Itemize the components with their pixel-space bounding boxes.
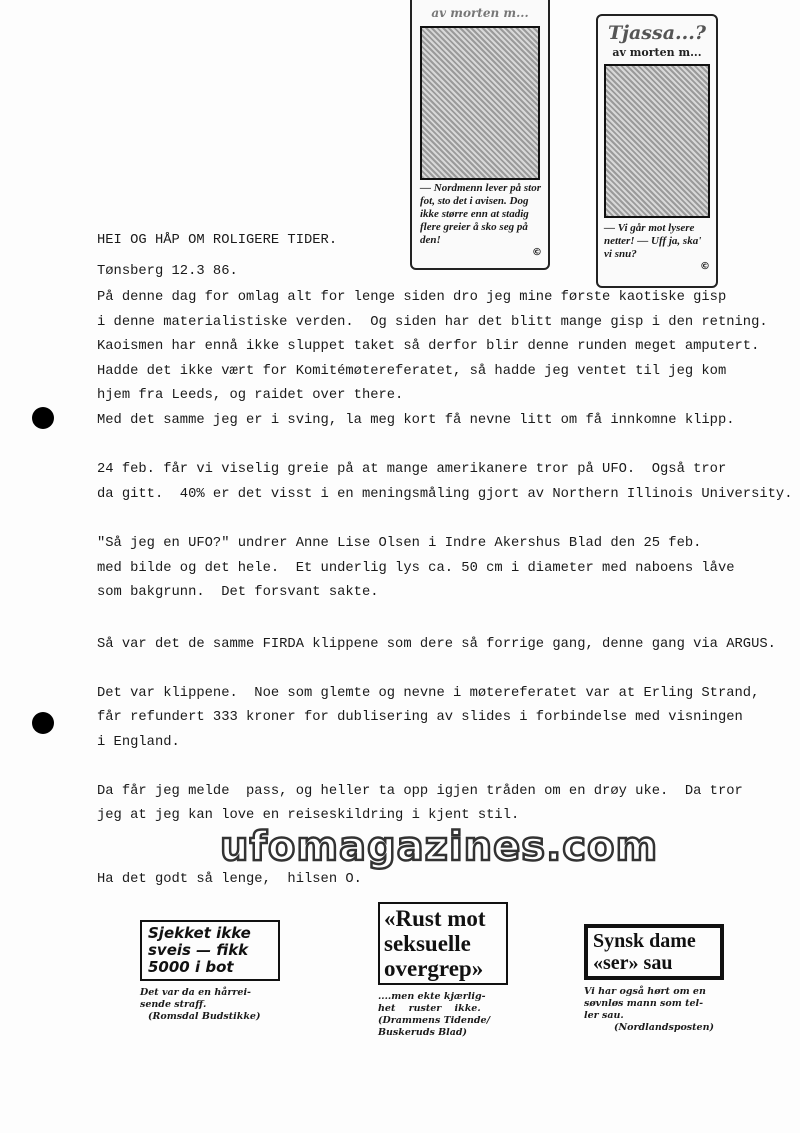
letter-heading: HEI OG HÅP OM ROLIGERE TIDER. — [97, 233, 338, 248]
punch-hole — [32, 407, 54, 429]
watermark: ufomagazines.com — [220, 824, 659, 870]
comic-strip-right — [596, 14, 718, 288]
letter-line: Det var klippene. Noe som glemte og nevne i møtereferatet var at Erling Strand, — [97, 686, 760, 701]
letter-line: 24 feb. får vi viselig greie på at mange amerikanere tror på UFO. Også tror — [97, 462, 727, 477]
letter-line: "Så jeg en UFO?" undrer Anne Lise Olsen i Indre Akershus Blad den 25 feb. — [97, 536, 702, 551]
newspaper-clipping — [584, 924, 724, 1034]
letter-line: Med det samme jeg er i sving, la meg kort få nevne litt om få innkomne klipp. — [97, 413, 735, 428]
comic-illustration — [604, 64, 710, 218]
comic-caption: — Nordmenn lever på stor fot, sto det i avisen. Dog ikke større enn at stadig flere greier å sko seg på den! — [420, 182, 541, 246]
clipping-headline: «Rust mot seksuelle overgrep» — [378, 902, 508, 985]
letter-line: som bakgrunn. Det forsvant sakte. — [97, 585, 379, 600]
comic-title: Tjassa...? — [607, 22, 706, 44]
comic-caption-block — [420, 182, 542, 259]
letter-line: Så var det de samme FIRDA klippene som dere så forrige gang, denne gang via ARGUS. — [97, 637, 776, 652]
comic-subtitle: av morten m... — [612, 46, 702, 59]
letter-line: får refundert 333 kroner for dublisering av slides i forbindelse med visningen — [97, 710, 743, 725]
comic-strip-left — [410, 0, 550, 270]
letter-line: med bilde og det hele. Et underlig lys ca. 50 cm i diameter med naboens låve — [97, 561, 735, 576]
letter-line: i denne materialistiske verden. Og siden har det blitt mange gisp i den retning. — [97, 315, 768, 330]
letter-line: Hadde det ikke vært for Komitémøtereferatet, så hadde jeg ventet til jeg kom — [97, 364, 727, 379]
comic-caption: — Vi går mot lysere netter! — Uff ja, ska' vi snu? — [604, 222, 702, 260]
clipping-headline: Synsk dame «ser» sau — [584, 924, 724, 980]
comic-caption-block — [604, 222, 710, 273]
letter-line: Ha det godt så lenge, hilsen O. — [97, 872, 362, 887]
comic-title: av morten m... — [431, 6, 529, 20]
letter-line: Da får jeg melde pass, og heller ta opp igjen tråden om en drøy uke. Da tror — [97, 784, 743, 799]
letter-line: hjem fra Leeds, og raidet over there. — [97, 388, 404, 403]
letter-line: Kaoismen har ennå ikke sluppet taket så derfor blir denne runden meget amputert. — [97, 339, 760, 354]
comic-illustration — [420, 26, 540, 180]
clipping-text: ....men ekte kjærlig- het ruster ikke. (Drammens Tidende/ Buskeruds Blad) — [378, 991, 491, 1038]
copyright-mark: © — [700, 261, 710, 272]
letter-line: jeg at jeg kan love en reiseskildring i kjent stil. — [97, 808, 520, 823]
letter-line: da gitt. 40% er det visst i en meningsmåling gjort av Northern Illinois University. — [97, 487, 793, 502]
newspaper-clipping — [378, 902, 508, 1039]
letter-line: Tønsberg 12.3 86. — [97, 264, 238, 279]
clipping-text: Det var da en hårrei- sende straff. (Romsdal Budstikke) — [140, 987, 261, 1022]
copyright-mark: © — [532, 247, 542, 258]
letter-line: På denne dag for omlag alt for lenge siden dro jeg mine første kaotiske gisp — [97, 290, 727, 305]
punch-hole — [32, 712, 54, 734]
newspaper-clipping — [140, 920, 280, 1023]
clipping-headline: Sjekket ikke sveis — fikk 5000 i bot — [140, 920, 280, 981]
letter-line: i England. — [97, 735, 180, 750]
clipping-text: Vi har også hørt om en søvnløs mann som tel- ler sau. (Nordlandsposten) — [584, 986, 714, 1033]
